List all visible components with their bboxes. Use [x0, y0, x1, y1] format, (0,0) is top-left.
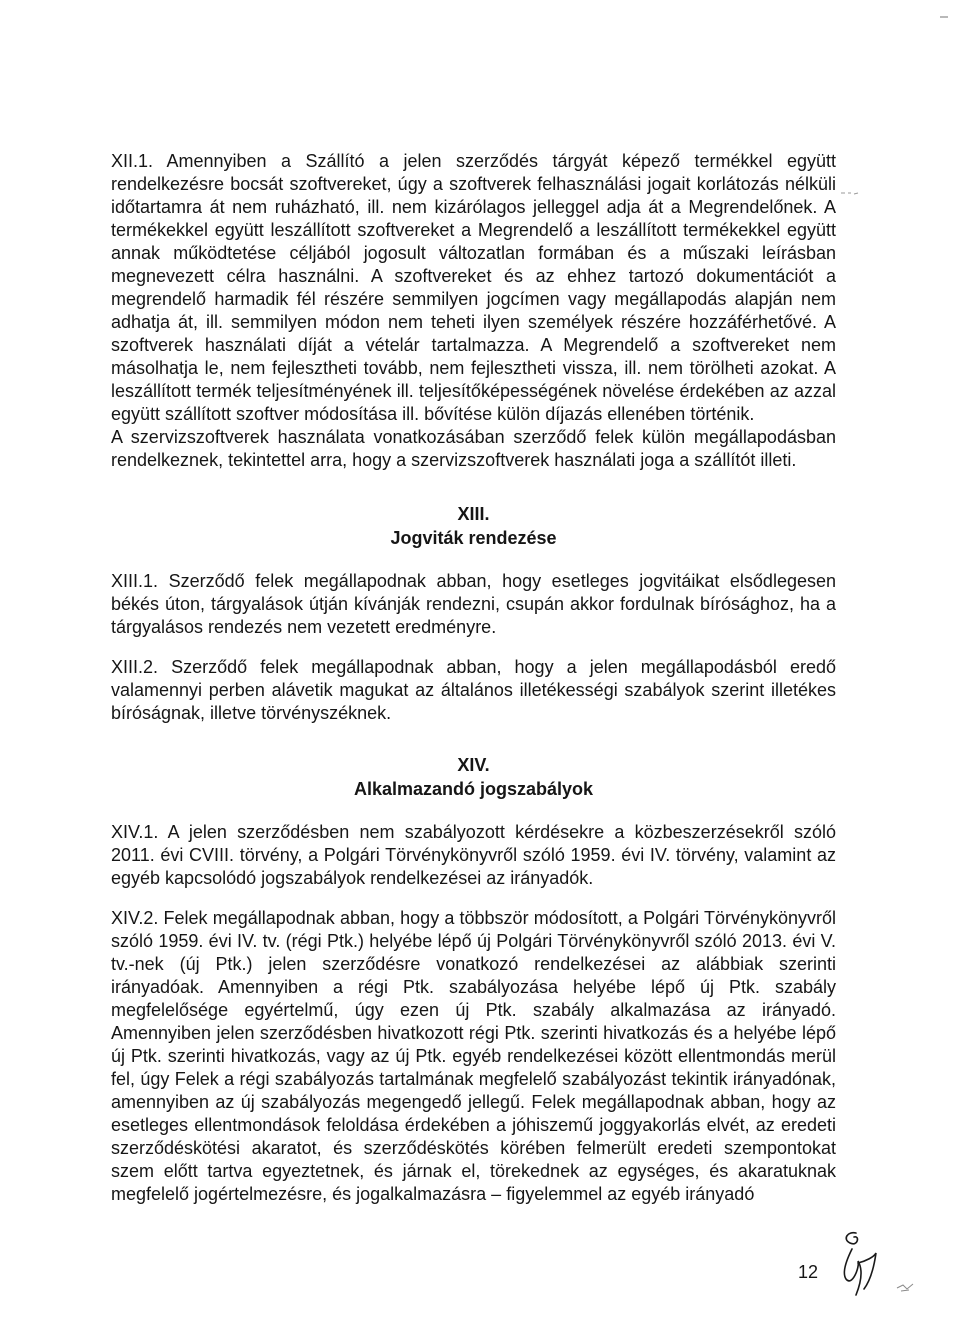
paragraph-xii-service-software: A szervizszoftverek használata vonatkozásában szerződő felek külön megállapodásban rendelkeznek, tekintettel arra, hogy a szervizszoftverek használati joga a szállítót illeti. — [111, 427, 836, 470]
section-xiv-number: XIV. — [457, 755, 490, 775]
document-body — [111, 150, 836, 1206]
paragraph-xiv-2: XIV.2. Felek megállapodnak abban, hogy a többször módosított, a Polgári Törvénykönyvről szóló 1959. évi IV. tv. (régi Ptk.) helyébe lépő új Polgári Törvénykönyvről szóló 2013. évi V. tv.-nek (új Ptk.) jelen szerződésre vonatkozó rendelkezései az alábbiak szerinti irányadóak. Amennyiben a régi Ptk. szabályozása helyébe lépő új Ptk. szabály megfelelősége egyértelmű, úgy ezen új Ptk. szabály alkalmazása az irányadó. Amennyiben jelen szerződésben hivatkozott régi Ptk. szerinti hivatkozás és a helyébe lépő új Ptk. szerinti hivatkozás, vagy az új Ptk. egyéb rendelkezései között ellentmondás merül fel, úgy Felek a régi szabályozás tartalmának megfelelő szabályozást tekintik irányadónak, amennyiben az új szabályozás megengedő jellegű. Felek megállapodnak abban, hogy az esetleges ellentmondások feloldása érdekében a jóhiszemű joggyakorlás elvét, az eredeti szerződéskötési akaratot, és szerződéskötés körében felmerült eredeti szempontokat szem előtt tartva egyeztetnek, és járnak el, törekednek az egységes, és akaratuknak megfelelő jogértelmezésre, és jogalkalmazásra – figyelemmel az egyéb irányadó — [111, 908, 836, 1204]
section-xiii-number: XIII. — [457, 504, 490, 524]
paragraph-xiii-2: XIII.2. Szerződő felek megállapodnak abban, hogy a jelen megállapodásból eredő valamennyi perben alávetik magukat az általános illetékességi szabályok szerint illetékes bíróságnak, illetve törvényszéknek. — [111, 657, 836, 723]
section-xiv-title: Alkalmazandó jogszabályok — [353, 779, 594, 799]
page-number: 12 — [798, 1262, 819, 1282]
section-xiii-title: Jogviták rendezése — [390, 528, 557, 548]
paragraph-xii-1: XII.1. Amennyiben a Szállító a jelen szerződés tárgyát képező termékkel együtt rendelkezésre bocsát szoftvereket, úgy a szoftverek felhasználási jogait korlátozás nélküli időtartamra át nem ruházható, ill. nem kizárólagos jelleggel adja át a Megrendelőnek. A termékekkel együtt leszállított szoftvereket a Megrendelő a leszállított termékekkel együtt annak működtetése céljából jogosult változatlan formában és a műszaki leírásban megnevezett célra használni. A szoftvereket és az ehhez tartozó dokumentációt a megrendelő harmadik fél részére semmilyen jogcímen vagy megállapodás alapján nem adhatja át, ill. semmilyen módon nem teheti ilyen személyek részére hozzáférhetővé. A szoftverek használati díját a vételár tartalmazza. A Megrendelő a szoftvereket nem másolhatja le, nem fejlesztheti tovább, nem fejlesztheti vissza, ill. nem törölheti azokat. A leszállított termék teljesítményének ill. teljesítőképességének növelése érdekében az azzal együtt szállított szoftver módosítása ill. bővítése külön díjazás ellenében történik. — [111, 151, 836, 424]
paragraph-xiii-1: XIII.1. Szerződő felek megállapodnak abban, hogy esetleges jogvitáikat elsődlegesen békés úton, tárgyalások útján kívánják rendezni, csupán akkor fordulnak bírósághoz, ha a tárgyalásos rendezés nem vezetett eredményre. — [111, 571, 836, 637]
scan-speck — [895, 1280, 917, 1294]
handwritten-initials-signature — [830, 1227, 880, 1302]
paragraph-xiv-1: XIV.1. A jelen szerződésben nem szabályozott kérdésekre a közbeszerzésekről szóló 2011. évi CVIII. törvény, a Polgári Törvénykönyvről szóló 1959. évi IV. törvény, valamint az egyéb kapcsolódó jogszabályok rendelkezései az irányadók. — [111, 822, 836, 888]
scan-speck — [840, 190, 860, 196]
scan-mark — [940, 16, 948, 18]
